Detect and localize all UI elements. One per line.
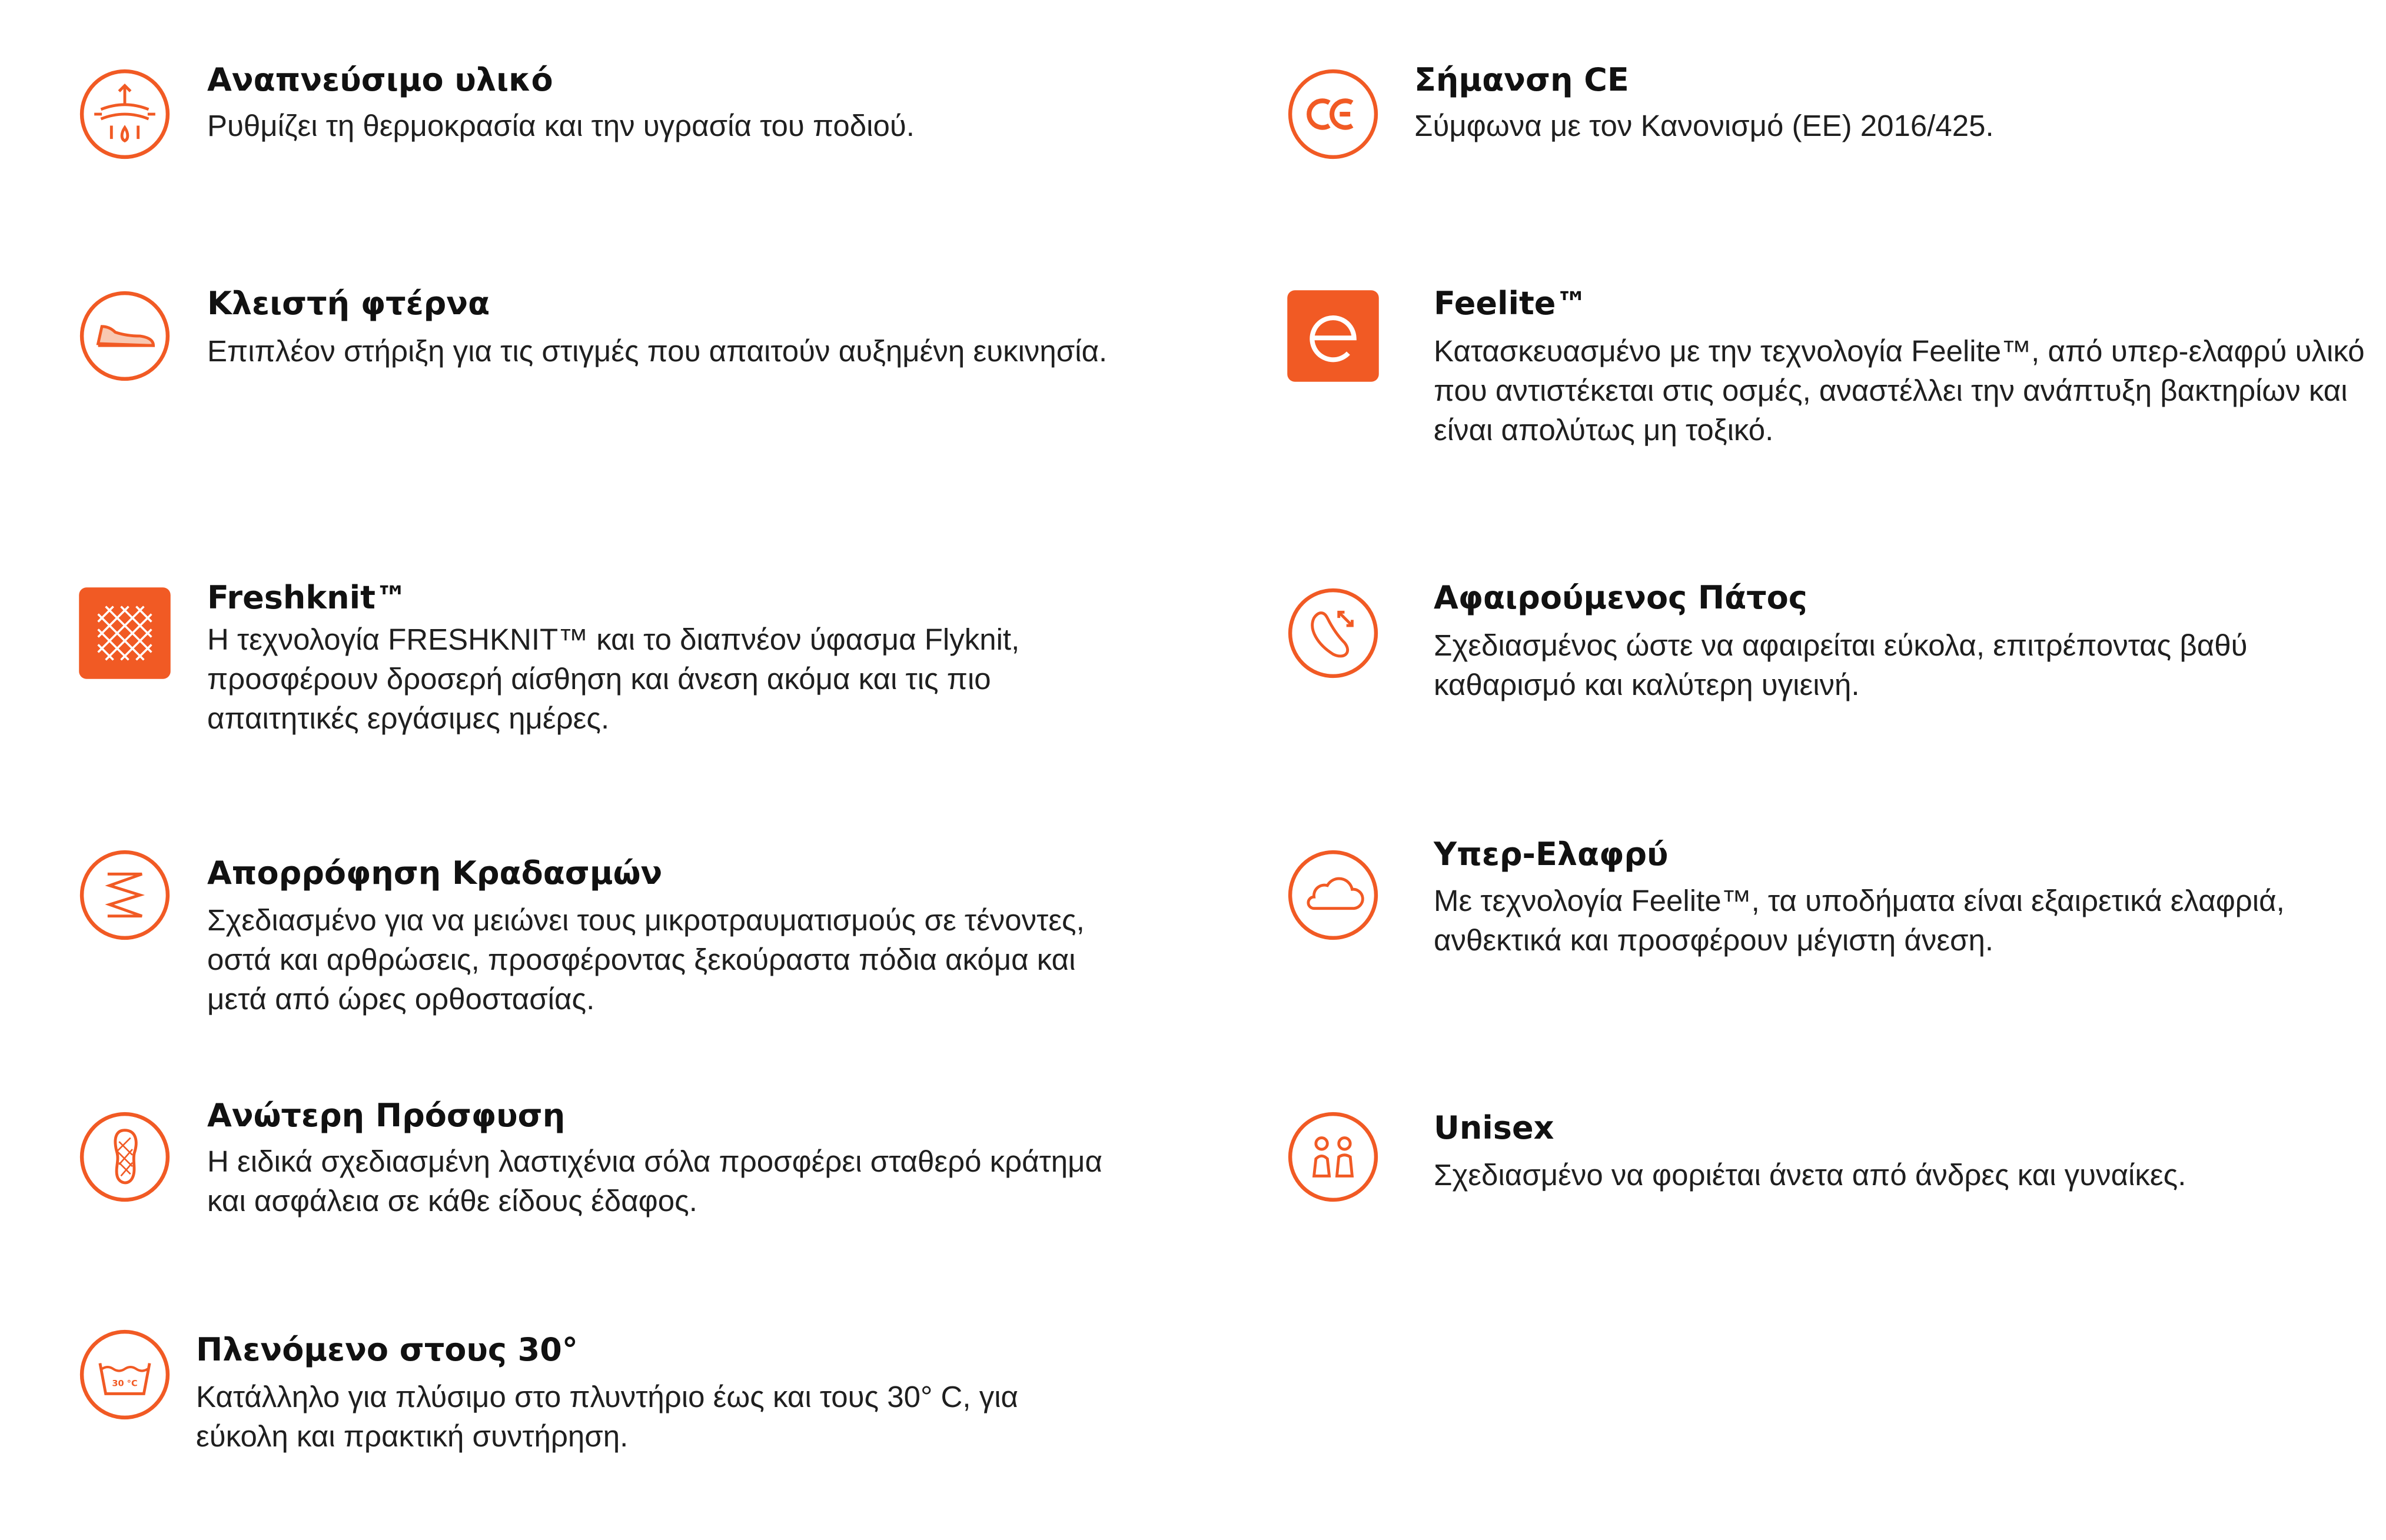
- feature-title: Ανώτερη Πρόσφυση: [207, 1097, 566, 1134]
- grip-sole-icon: [77, 1109, 172, 1205]
- feature-description: Σχεδιασμένο για να μειώνει τους μικροτραυματισμούς σε τένοντες, οστά και αρθρώσεις, προσφέροντας ξεκούραστα πόδια ακόμα και μετά από ώρες ορθοστασίας.: [207, 903, 1085, 1016]
- feature-description: Σύμφωνα με τον Κανονισμό (ΕΕ) 2016/425.: [1414, 109, 1994, 142]
- ce-mark-icon: [1285, 66, 1381, 162]
- feature-description: Η τεχνολογία FRESHKNIT™ και το διαπνέον ύφασμα Flyknit, προσφέρουν δροσερή αίσθηση και άνεση ακόμα και τις πιο απαιτητικές εργάσιμες ημέρες.: [207, 623, 1020, 735]
- feature-title: Σήμανση CE: [1414, 61, 1629, 98]
- feature-description: Η ειδικά σχεδιασμένη λαστιχένια σόλα προσφέρει σταθερό κράτημα και ασφάλεια σε κάθε είδους έδαφος.: [207, 1145, 1103, 1218]
- feature-description: Επιπλέον στήριξη για τις στιγμές που απαιτούν αυξημένη ευκινησία.: [207, 334, 1108, 368]
- feature-description: Σχεδιασμένο να φοριέται άνετα από άνδρες και γυναίκες.: [1434, 1158, 2186, 1192]
- freshknit-knit-icon: [77, 586, 172, 681]
- closed-heel-shoe-icon: [77, 288, 172, 384]
- washable-30-icon: [77, 1327, 172, 1422]
- feature-title: Αφαιρούμενος Πάτος: [1434, 579, 1807, 616]
- feature-title: Υπερ-Ελαφρύ: [1434, 836, 1669, 873]
- feature-title: Κλειστή φτέρνα: [207, 285, 490, 322]
- feature-title: Απορρόφηση Κραδασμών: [207, 854, 663, 892]
- feature-title: Freshknit™: [207, 579, 407, 616]
- feature-description: Ρυθμίζει τη θερμοκρασία και την υγρασία του ποδιού.: [207, 109, 915, 142]
- feelite-e-icon: [1285, 288, 1381, 384]
- feature-title: Αναπνεύσιμο υλικό: [207, 61, 553, 98]
- breathable-material-icon: [77, 66, 172, 162]
- shock-absorption-spring-icon: [77, 847, 172, 943]
- feature-description: Με τεχνολογία Feelite™, τα υποδήματα είναι εξαιρετικά ελαφριά, ανθεκτικά και προσφέρουν μέγιστη άνεση.: [1434, 884, 2285, 957]
- removable-insole-icon: [1285, 586, 1381, 681]
- feature-description: Σχεδιασμένος ώστε να αφαιρείται εύκολα, επιτρέποντας βαθύ καθαρισμό και καλύτερη υγιεινή.: [1434, 628, 2248, 701]
- feature-title: Feelite™: [1434, 285, 1588, 322]
- feature-title: Πλενόμενο στους 30°: [196, 1331, 578, 1368]
- unisex-people-icon: [1285, 1109, 1381, 1205]
- ultralight-cloud-icon: [1285, 847, 1381, 943]
- wash-temperature-label: 30 °C: [112, 1378, 138, 1389]
- feature-description: Κατάλληλο για πλύσιμο στο πλυντήριο έως και τους 30° C, για εύκολη και πρακτική συντήρηση.: [196, 1380, 1019, 1453]
- feature-title: Unisex: [1434, 1109, 1554, 1146]
- feature-description: Κατασκευασμένο με την τεχνολογία Feelite™, από υπερ-ελαφρύ υλικό που αντιστέκεται στις οσμές, αναστέλλει την ανάπτυξη βακτηρίων και είναι απολύτως μη τοξικό.: [1434, 334, 2365, 447]
